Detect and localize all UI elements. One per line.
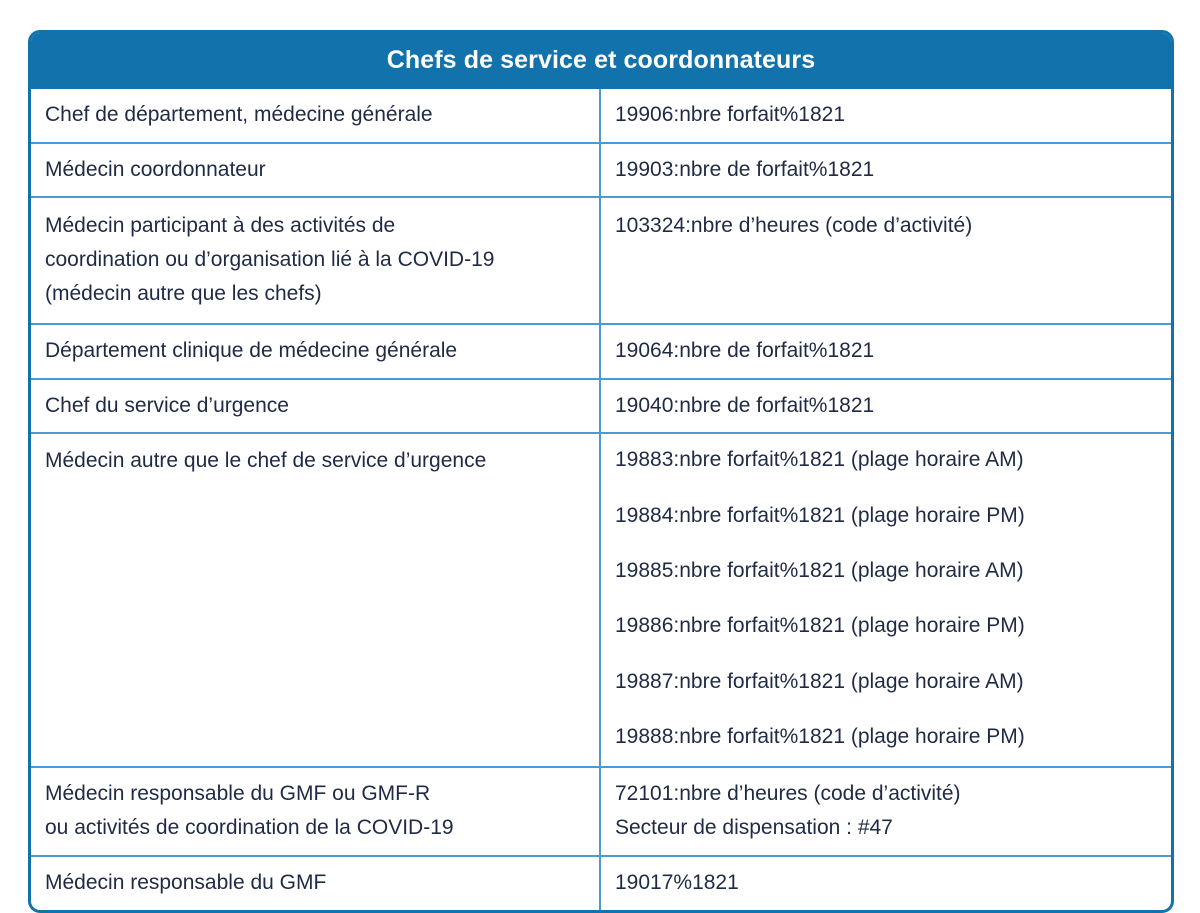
row-value: 19906:nbre forfait%1821	[615, 102, 846, 126]
row-value: 19903:nbre de forfait%1821	[615, 157, 875, 181]
row-label	[31, 768, 601, 855]
table-row	[31, 378, 1171, 433]
row-value: 19064:nbre de forfait%1821	[615, 338, 875, 362]
row-value: 19017%1821	[615, 870, 739, 894]
row-label: Médecin coordonnateur	[31, 144, 601, 197]
row-value	[601, 768, 1171, 855]
row-value	[601, 434, 1171, 766]
table-row	[31, 142, 1171, 197]
billing-codes-table	[28, 30, 1174, 913]
table-row	[31, 196, 1171, 322]
row-label-line: (médecin autre que les chefs)	[45, 282, 322, 305]
list-item: 19883:nbre forfait%1821 (plage horaire AM)	[615, 448, 1024, 472]
table-row	[31, 855, 1171, 910]
table-row	[31, 323, 1171, 378]
table-row	[31, 432, 1171, 766]
list-item: 19886:nbre forfait%1821 (plage horaire PM)	[615, 614, 1025, 638]
row-label: Médecin autre que le chef de service d’urgence	[31, 434, 601, 766]
row-label: Chef de département, médecine générale	[31, 89, 601, 142]
row-label-line: ou activités de coordination de la COVID-19	[45, 816, 454, 840]
table-title: Chefs de service et coordonnateurs	[31, 33, 1171, 89]
row-label-line: Médecin responsable du GMF ou GMF-R	[45, 782, 431, 806]
row-label: Médecin responsable du GMF	[31, 857, 601, 910]
billing-code-list	[615, 446, 1157, 750]
list-item: 19888:nbre forfait%1821 (plage horaire PM)	[615, 724, 1025, 748]
table-row	[31, 89, 1171, 142]
list-item: 19885:nbre forfait%1821 (plage horaire AM)	[615, 559, 1024, 583]
row-label: Chef du service d’urgence	[31, 380, 601, 433]
row-value-line: 72101:nbre d’heures (code d’activité)	[615, 782, 961, 806]
row-value: 19040:nbre de forfait%1821	[615, 393, 875, 417]
row-label	[31, 198, 601, 322]
row-label: Département clinique de médecine générale	[31, 325, 601, 378]
list-item: 19884:nbre forfait%1821 (plage horaire PM)	[615, 503, 1025, 527]
table-row	[31, 766, 1171, 855]
row-value: 103324:nbre d’heures (code d’activité)	[615, 214, 973, 238]
table-body	[31, 89, 1171, 910]
row-label-line: coordination ou d’organisation lié à la COVID-19	[45, 248, 495, 272]
list-item: 19887:nbre forfait%1821 (plage horaire AM)	[615, 669, 1024, 693]
row-label-line: Médecin participant à des activités de	[45, 214, 396, 238]
row-value-line: Secteur de dispensation : #47	[615, 816, 893, 840]
